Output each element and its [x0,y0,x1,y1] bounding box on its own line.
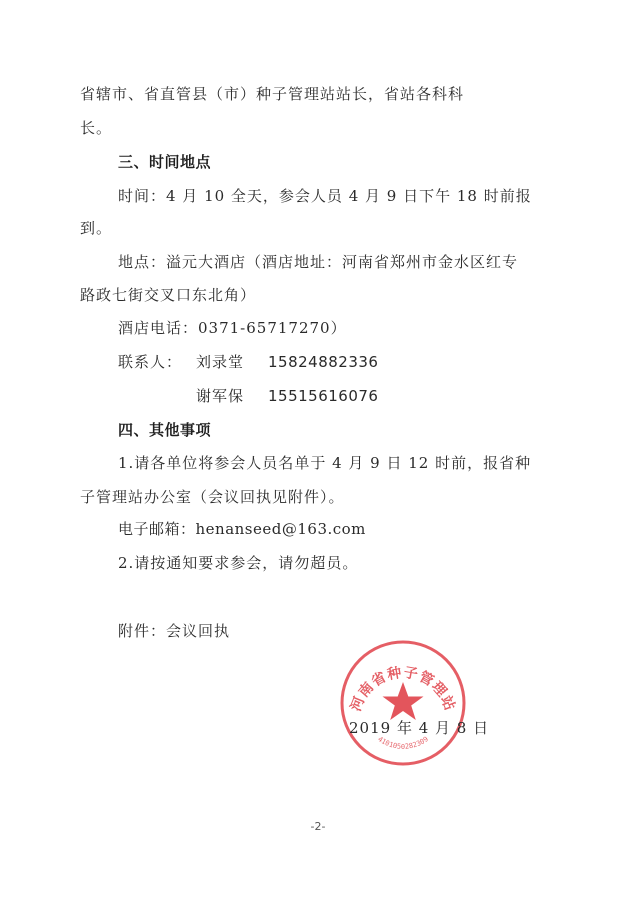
attachment-line: 附件：会议回执 [118,622,231,640]
page-number: -2- [310,820,326,833]
contact-1-name: 刘录堂 [196,353,245,371]
time-line-2: 到。 [80,219,113,237]
seal-star-icon [383,682,424,720]
seal-number: 4101050282309 [376,735,430,751]
recipients-line-2: 长。 [80,119,113,137]
email-line: 电子邮箱：henanseed@163.com [118,520,366,538]
contact-2-phone: 15515616076 [268,387,379,405]
official-seal [338,638,468,768]
recipients-line-1: 省辖市、省直管县（市）种子管理站站长，省站各科科 [80,85,465,103]
document-date: 2019 年 4 月 8 日 [349,719,490,737]
place-line-2: 路政七街交叉口东北角） [80,286,257,304]
item-1-line-1: 1.请各单位将参会人员名单于 4 月 9 日 12 时前，报省种 [118,454,532,472]
seal-text: 河南省种子管理站 [348,664,458,714]
contact-label: 联系人： [118,353,183,371]
section-title-time-place: 三、时间地点 [118,153,212,171]
hotel-phone: 酒店电话：0371-65717270） [118,319,347,337]
time-line-1: 时间：4 月 10 全天，参会人员 4 月 9 日下午 18 时前报 [118,187,532,205]
section-title-other: 四、其他事项 [118,421,212,439]
contact-2-name: 谢军保 [196,387,245,405]
place-line-1: 地点：溢元大酒店（酒店地址：河南省郑州市金水区红专 [118,253,519,271]
contact-1-phone: 15824882336 [268,353,379,371]
item-1-line-2: 子管理站办公室（会议回执见附件）。 [80,488,345,506]
item-2: 2.请按通知要求参会，请勿超员。 [118,554,359,572]
